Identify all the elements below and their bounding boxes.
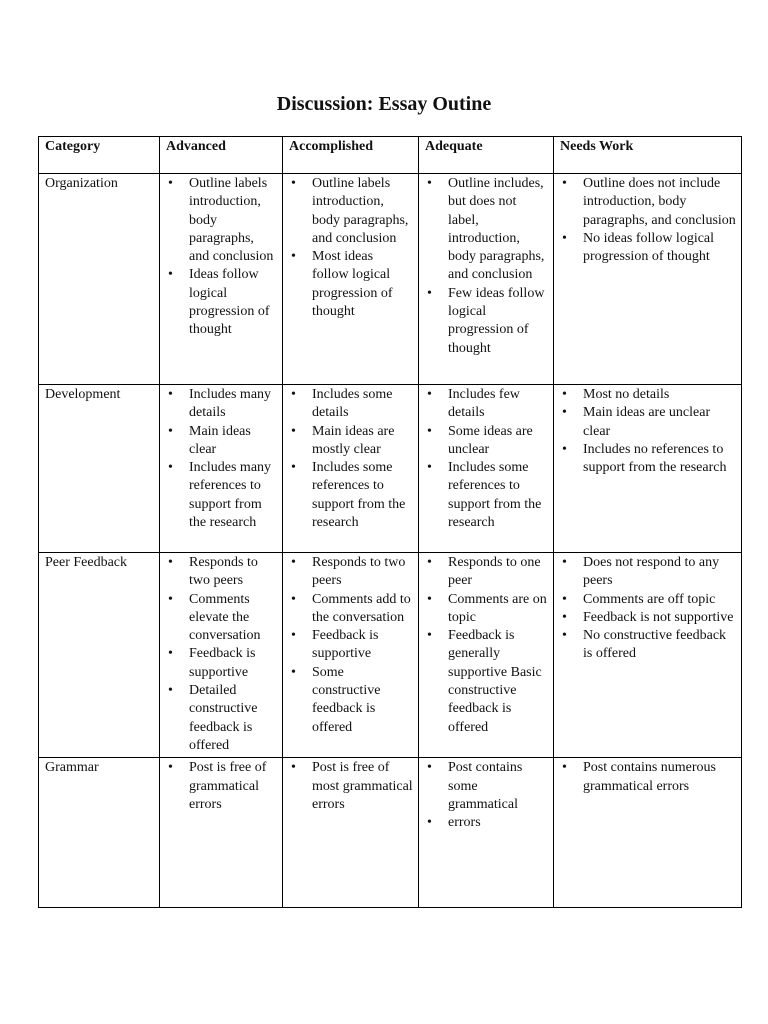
criteria-item: • Ideas follow logical progression of thought: [189, 266, 277, 339]
criteria-cell-adequate: [419, 174, 554, 385]
table-row: [39, 174, 742, 385]
criteria-item: • Feedback is supportive: [189, 645, 277, 682]
criteria-item: • Post is free of most grammatical errors: [312, 759, 413, 814]
criteria-cell-needs-work: [554, 385, 742, 553]
criteria-item: • Comments elevate the conversation: [189, 591, 277, 646]
table-row: [39, 758, 742, 908]
criteria-item: • Main ideas are mostly clear: [312, 423, 413, 460]
table-row: [39, 385, 742, 553]
criteria-list: [425, 759, 548, 832]
criteria-cell-accomplished: [283, 385, 419, 553]
criteria-item: • Outline includes, but does not label, introduction, body paragraphs, and conclusion: [448, 175, 548, 285]
criteria-item: • Responds to two peers: [189, 554, 277, 591]
criteria-item: • Few ideas follow logical progression of thought: [448, 285, 548, 358]
criteria-list: [166, 175, 277, 340]
criteria-list: [166, 386, 277, 532]
criteria-list: [289, 175, 413, 321]
criteria-list: [560, 175, 736, 266]
criteria-cell-adequate: [419, 385, 554, 553]
criteria-item: • Main ideas clear: [189, 423, 277, 460]
criteria-cell-adequate: [419, 758, 554, 908]
criteria-item: • Includes many references to support from the research: [189, 459, 277, 532]
criteria-item: • Includes many details: [189, 386, 277, 423]
criteria-item: • Includes no references to support from the research: [583, 441, 736, 478]
criteria-cell-accomplished: [283, 758, 419, 908]
category-cell: Organization: [39, 174, 160, 385]
criteria-item: • Post contains numerous grammatical errors: [583, 759, 736, 796]
criteria-list: [560, 386, 736, 477]
criteria-item: • errors: [448, 814, 548, 832]
criteria-list: [289, 554, 413, 737]
rubric-table: [38, 136, 742, 908]
criteria-cell-needs-work: [554, 174, 742, 385]
criteria-list: [425, 175, 548, 358]
criteria-item: • Detailed constructive feedback is offered: [189, 682, 277, 755]
criteria-list: [166, 554, 277, 755]
column-header-advanced: Advanced: [160, 137, 283, 174]
criteria-item: • Most ideas follow logical progression of thought: [312, 248, 413, 321]
criteria-cell-accomplished: [283, 174, 419, 385]
criteria-item: • Outline labels introduction, body paragraphs, and conclusion: [312, 175, 413, 248]
criteria-item: • Includes some references to support from the research: [312, 459, 413, 532]
criteria-cell-accomplished: [283, 553, 419, 758]
criteria-cell-advanced: [160, 174, 283, 385]
criteria-item: • Feedback is generally supportive Basic constructive feedback is offered: [448, 627, 548, 737]
criteria-list: [166, 759, 277, 814]
criteria-item: • Post contains some grammatical: [448, 759, 548, 814]
category-cell: Grammar: [39, 758, 160, 908]
criteria-item: • Includes few details: [448, 386, 548, 423]
column-header-accomplished: Accomplished: [283, 137, 419, 174]
criteria-list: [289, 759, 413, 814]
criteria-item: • Includes some details: [312, 386, 413, 423]
criteria-item: • Outline labels introduction, body paragraphs, and conclusion: [189, 175, 277, 266]
column-header-needs-work: Needs Work: [554, 137, 742, 174]
criteria-cell-advanced: [160, 553, 283, 758]
column-header-adequate: Adequate: [419, 137, 554, 174]
criteria-item: • Comments are off topic: [583, 591, 736, 609]
criteria-item: • Responds to two peers: [312, 554, 413, 591]
criteria-cell-advanced: [160, 758, 283, 908]
criteria-item: • Feedback is not supportive: [583, 609, 736, 627]
criteria-list: [560, 554, 736, 664]
criteria-item: • Comments add to the conversation: [312, 591, 413, 628]
criteria-cell-adequate: [419, 553, 554, 758]
criteria-item: • No constructive feedback is offered: [583, 627, 736, 664]
criteria-item: • Outline does not include introduction, body paragraphs, and conclusion: [583, 175, 736, 230]
criteria-item: • Most no details: [583, 386, 736, 404]
criteria-list: [289, 386, 413, 532]
criteria-item: • Comments are on topic: [448, 591, 548, 628]
criteria-item: • Responds to one peer: [448, 554, 548, 591]
criteria-item: • Post is free of grammatical errors: [189, 759, 277, 814]
criteria-list: [425, 554, 548, 737]
criteria-cell-advanced: [160, 385, 283, 553]
page-title: Discussion: Essay Outine: [276, 93, 492, 115]
criteria-cell-needs-work: [554, 553, 742, 758]
header-row: [39, 137, 742, 174]
criteria-item: • Feedback is supportive: [312, 627, 413, 664]
criteria-cell-needs-work: [554, 758, 742, 908]
criteria-list: [560, 759, 736, 796]
criteria-item: • Does not respond to any peers: [583, 554, 736, 591]
criteria-list: [425, 386, 548, 532]
column-header-category: Category: [39, 137, 160, 174]
category-cell: Development: [39, 385, 160, 553]
criteria-item: • No ideas follow logical progression of thought: [583, 230, 736, 267]
criteria-item: • Main ideas are unclear clear: [583, 404, 736, 441]
criteria-item: • Some ideas are unclear: [448, 423, 548, 460]
criteria-item: • Some constructive feedback is offered: [312, 664, 413, 737]
category-cell: Peer Feedback: [39, 553, 160, 758]
table-row: [39, 553, 742, 758]
criteria-item: • Includes some references to support from the research: [448, 459, 548, 532]
